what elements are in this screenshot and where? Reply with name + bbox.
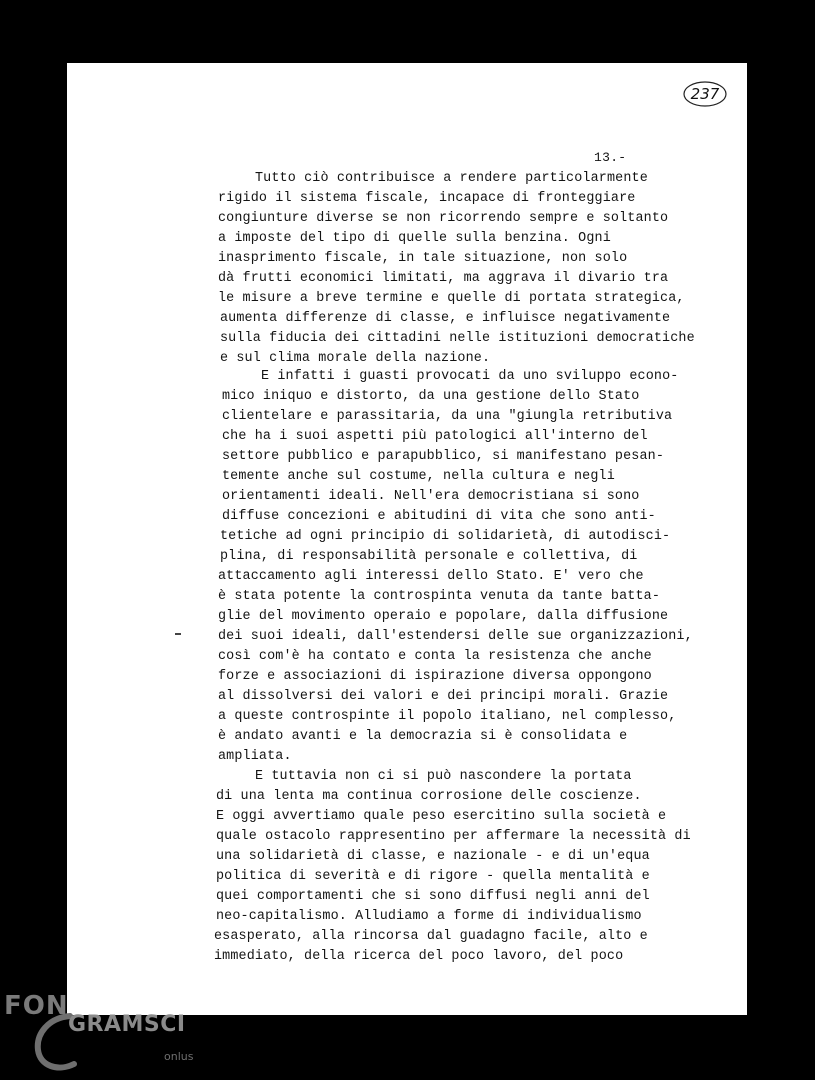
text-line: temente anche sul costume, nella cultura e negli [222,469,615,484]
text-line: sulla fiducia dei cittadini nelle istituzioni democratiche [220,331,695,346]
watermark-suffix: onlus [164,1050,194,1063]
archive-number-text: 237 [690,85,720,103]
text-line: è andato avanti e la democrazia si è consolidata e [218,729,628,744]
text-line: immediato, della ricerca del poco lavoro, del poco [214,949,624,964]
text-line: e sul clima morale della nazione. [220,351,491,366]
margin-mark [175,633,181,635]
text-line: mico iniquo e distorto, da una gestione dello Stato [222,389,640,404]
text-line: inasprimento fiscale, in tale situazione, non solo [218,251,628,266]
text-line: aumenta differenze di classe, e influisce negativamente [220,311,671,326]
watermark-name: GRAMSCI [68,1012,186,1037]
text-line: a queste controspinte il popolo italiano, nel complesso, [218,709,677,724]
text-line: tetiche ad ogni principio di solidarietà, di autodisci- [220,529,671,544]
archive-watermark-logo [0,988,220,1080]
text-line: dà frutti economici limitati, ma aggrava il divario tra [218,271,669,286]
text-line: una solidarietà di classe, e nazionale - e di un'equa [216,849,650,864]
text-line: che ha i suoi aspetti più patologici all'interno del [222,429,648,444]
text-line: di una lenta ma continua corrosione delle coscienze. [216,789,642,804]
text-line: attaccamento agli interessi dello Stato. E' vero che [218,569,644,584]
text-line: rigido il sistema fiscale, incapace di fronteggiare [218,191,636,206]
text-line: neo-capitalismo. Alludiamo a forme di individualismo [216,909,642,924]
text-line: diffuse concezioni e abitudini di vita che sono anti- [222,509,656,524]
text-line: congiunture diverse se non ricorrendo sempre e soltanto [218,211,669,226]
text-line: a imposte del tipo di quelle sulla benzina. Ogni [218,231,611,246]
text-line: è stata potente la controspinta venuta da tante batta- [218,589,661,604]
text-line: clientelare e parassitaria, da una "giungla retributiva [222,409,673,424]
watermark-prefix: FON [4,991,69,1021]
page-number: 13.- [594,150,627,165]
text-line: orientamenti ideali. Nell'era democristiana si sono [222,489,640,504]
text-line: E tuttavia non ci si può nascondere la portata [255,769,632,784]
text-line: esasperato, alla rincorsa dal guadagno facile, alto e [214,929,648,944]
text-line: glie del movimento operaio e popolare, dalla diffusione [218,609,669,624]
text-line: settore pubblico e parapubblico, si manifestano pesan- [222,449,665,464]
text-line: forze e associazioni di ispirazione diversa oppongono [218,669,652,684]
text-line: così com'è ha contato e conta la resistenza che anche [218,649,652,664]
text-line: al dissolversi dei valori e dei principi morali. Grazie [218,689,669,704]
text-line: quei comportamenti che si sono diffusi negli anni del [216,889,650,904]
text-line: E infatti i guasti provocati da uno sviluppo econo- [261,369,679,384]
text-line: quale ostacolo rappresentino per affermare la necessità di [216,829,691,844]
archive-number-stamp [681,79,729,109]
document-page [67,63,747,1015]
text-line: ampliata. [218,749,292,764]
text-line: E oggi avvertiamo quale peso esercitino sulla società e [216,809,667,824]
text-line: plina, di responsabilità personale e collettiva, di [220,549,638,564]
text-line: politica di severità e di rigore - quella mentalità e [216,869,650,884]
text-line: dei suoi ideali, dall'estendersi delle sue organizzazioni, [218,629,693,644]
text-line: Tutto ciò contribuisce a rendere particolarmente [255,171,648,186]
text-line: le misure a breve termine e quelle di portata strategica, [218,291,685,306]
